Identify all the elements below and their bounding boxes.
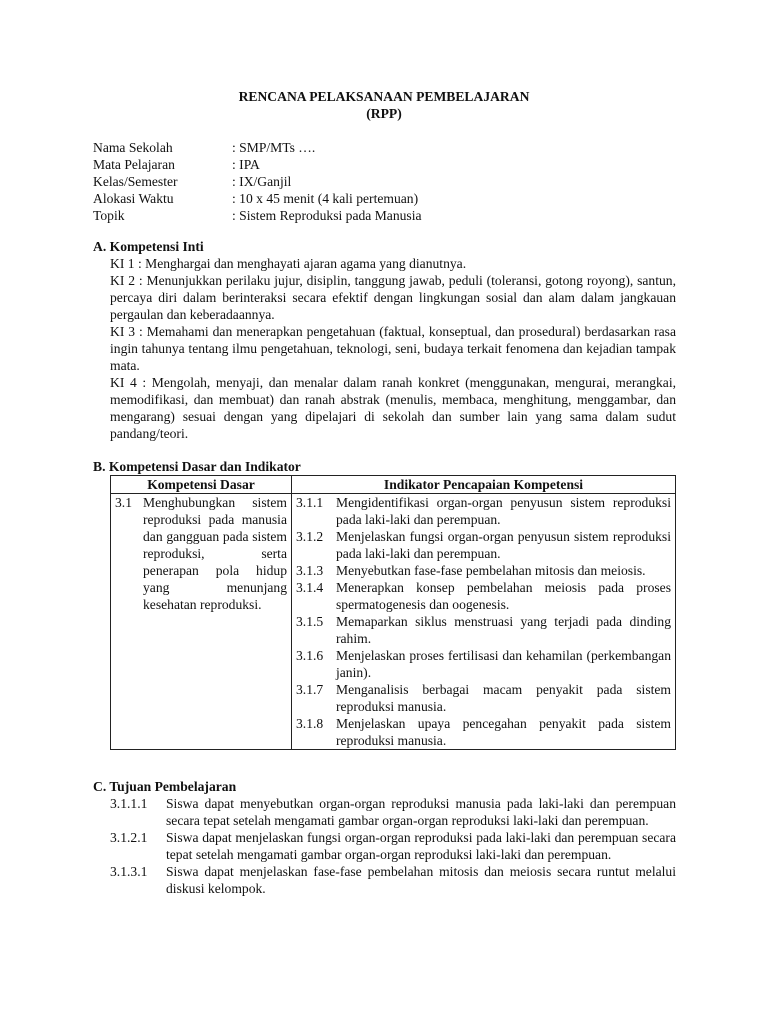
meta-value: : SMP/MTs …. (232, 140, 316, 155)
kd-number: 3.1 (115, 495, 132, 510)
meta-row (93, 190, 422, 207)
indicator-number: 3.1.3 (296, 563, 324, 578)
meta-value: : IPA (232, 157, 260, 172)
document-subtitle: (RPP) (366, 106, 402, 121)
ki-item (110, 272, 676, 323)
meta-value: : IX/Ganjil (232, 174, 292, 189)
indicator-number: 3.1.8 (296, 716, 324, 731)
indicator-item (296, 579, 671, 613)
indicator-item (296, 613, 671, 647)
indicator-number: 3.1.1 (296, 495, 324, 510)
indicator-number: 3.1.4 (296, 580, 324, 595)
table-header-row (111, 476, 676, 494)
tujuan-number: 3.1.1.1 (110, 796, 148, 811)
indicator-text: Menjelaskan fungsi organ-organ penyusun sistem reproduksi pada laki-laki dan perempuan. (336, 529, 671, 561)
indicator-number: 3.1.6 (296, 648, 324, 663)
ki-label: KI 1 : (110, 256, 142, 271)
indicator-item (296, 715, 671, 749)
tujuan-item (110, 829, 676, 863)
tujuan-text: Siswa dapat menyebutkan organ-organ reproduksi manusia pada laki-laki dan perempuan secara tepat setelah mengamati gambar organ-organ reproduksi laki-laki dan perempuan. (166, 796, 676, 828)
tujuan-item (110, 795, 676, 829)
indicator-text: Menerapkan konsep pembelahan meiosis pada proses spermatogenesis dan oogenesis. (336, 580, 671, 612)
indicator-item (296, 647, 671, 681)
kd-cell (111, 494, 292, 750)
meta-label: Kelas/Semester (93, 174, 178, 189)
document-title: RENCANA PELAKSANAAN PEMBELAJARAN (238, 89, 530, 104)
indicator-item (296, 681, 671, 715)
meta-row (93, 156, 422, 173)
ki-label: KI 3 : (110, 324, 143, 339)
ki-text: Menghargai dan menghayati ajaran agama yang dianutnya. (145, 256, 467, 271)
ki-item (110, 323, 676, 374)
section-b-heading: B. Kompetensi Dasar dan Indikator (93, 459, 301, 474)
indicator-number: 3.1.5 (296, 614, 324, 629)
meta-label: Nama Sekolah (93, 140, 173, 155)
meta-value: : 10 x 45 menit (4 kali pertemuan) (232, 191, 419, 206)
indicator-item (296, 528, 671, 562)
meta-row (93, 139, 422, 156)
ki-label: KI 2 : (110, 273, 143, 288)
indicator-item (296, 494, 671, 528)
tujuan-item (110, 863, 676, 897)
meta-label: Topik (93, 208, 125, 223)
kd-text: Menghubungkan sistem reproduksi pada manusia dan gangguan pada sistem reproduksi, serta penerapan pola hidup yang menunjang kesehatan reproduksi. (143, 495, 287, 612)
tujuan-number: 3.1.3.1 (110, 864, 148, 879)
meta-label: Mata Pelajaran (93, 157, 175, 172)
indicator-number: 3.1.2 (296, 529, 324, 544)
indicator-item (296, 562, 671, 579)
tujuan-number: 3.1.2.1 (110, 830, 148, 845)
column-header-kd: Kompetensi Dasar (111, 476, 292, 494)
column-header-indicator: Indikator Pencapaian Kompetensi (292, 476, 676, 494)
meta-label: Alokasi Waktu (93, 191, 174, 206)
indicator-text: Menjelaskan proses fertilisasi dan kehamilan (perkembangan janin). (336, 648, 671, 680)
indicator-text: Mengidentifikasi organ-organ penyusun sistem reproduksi pada laki-laki dan perempuan. (336, 495, 671, 527)
tujuan-text: Siswa dapat menjelaskan fase-fase pembelahan mitosis dan meiosis secara runtut melalui diskusi kelompok. (166, 864, 676, 896)
kompetensi-inti-list (110, 255, 676, 442)
indicator-text: Memaparkan siklus menstruasi yang terjadi pada dinding rahim. (336, 614, 671, 646)
section-a-heading: A. Kompetensi Inti (93, 239, 204, 254)
indicator-text: Menganalisis berbagai macam penyakit pada sistem reproduksi manusia. (336, 682, 671, 714)
section-c-heading: C. Tujuan Pembelajaran (93, 779, 237, 794)
indicator-text: Menjelaskan upaya pencegahan penyakit pada sistem reproduksi manusia. (336, 716, 671, 748)
ki-item (110, 255, 676, 272)
meta-row (93, 173, 422, 190)
kd-indicator-table (110, 475, 676, 750)
indicator-number: 3.1.7 (296, 682, 324, 697)
tujuan-text: Siswa dapat menjelaskan fungsi organ-organ reproduksi pada laki-laki dan perempuan secara tepat setelah mengamati gambar organ-organ reproduksi laki-laki dan perempuan. (166, 830, 676, 862)
meta-row (93, 207, 422, 224)
ki-item (110, 374, 676, 442)
indicator-text: Menyebutkan fase-fase pembelahan mitosis dan meiosis. (336, 563, 646, 578)
ki-text: Memahami dan menerapkan pengetahuan (faktual, konseptual, dan prosedural) berdasarkan rasa ingin tahunya tentang ilmu pengetahuan, teknologi, seni, budaya terkait fenomena dan kejadian tampak mata. (110, 324, 677, 373)
meta-value: : Sistem Reproduksi pada Manusia (232, 208, 422, 223)
indicator-cell (292, 494, 676, 750)
table-row (111, 494, 676, 750)
tujuan-list (110, 795, 676, 897)
identity-block (93, 139, 422, 224)
ki-text: Menunjukkan perilaku jujur, disiplin, tanggung jawab, peduli (toleransi, gotong royong), santun, percaya diri dalam berinteraksi secara efektif dengan lingkungan sosial dan alam dalam jangkauan pergaulan dan keberadaannya. (110, 273, 676, 322)
ki-label: KI 4 : (110, 375, 147, 390)
ki-text: Mengolah, menyaji, dan menalar dalam ranah konkret (menggunakan, mengurai, merangkai, memodifikasi, dan membuat) dan ranah abstrak (menulis, membaca, menghitung, menggambar, dan mengarang) sesuai dengan yang dipelajari di sekolah dan sumber lain yang sama dalam sudut pandang/teori. (110, 375, 677, 441)
